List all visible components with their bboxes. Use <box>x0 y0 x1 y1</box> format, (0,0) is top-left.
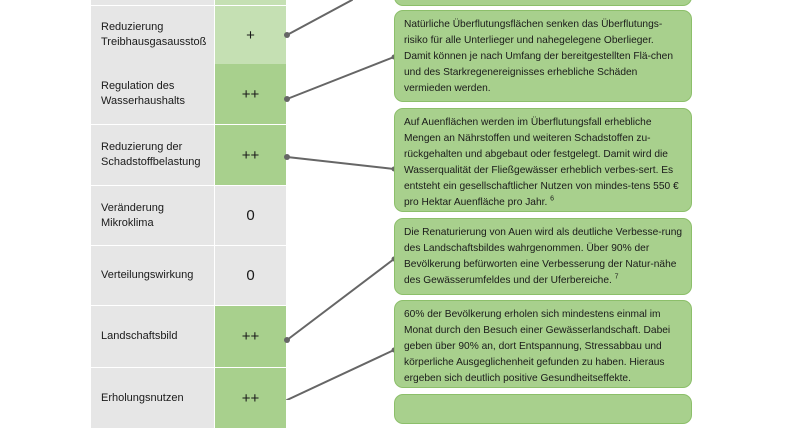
row-rating: 0 <box>215 186 286 245</box>
footnote-marker: 7 <box>614 273 619 281</box>
annotation-text: 60% der Bevölkerung erholen sich mindestens einmal im Monat durch den Besuch einer Gewässerlandschaft. Dabei geben über 90% an, dort Entspannung, Stressabbau und körperliche Ausgeglichenheit gefunden zu haben. Hieraus ergeben sich deutlich positive Gesundheitseffekte. <box>404 309 671 384</box>
row-rating: 0 <box>215 246 286 305</box>
annotation-text: Die Renaturierung von Auen wird als deutliche Verbesse-rung des Landschaftsbildes wahrgenommen. Über 90% der Bevölkerung befürworten eine Verbesserung der Natur-nähe des Gewässerumfeldes und der Uferbereiche. <box>404 227 683 286</box>
connector-line <box>287 259 394 340</box>
annotation-box-partial <box>394 394 692 424</box>
connector-line <box>287 350 394 400</box>
connector-dot <box>284 337 290 343</box>
connector-dot <box>284 154 290 160</box>
row-label: Reduzierung Treibhausgasausstoß <box>91 6 214 64</box>
row-label: Reduzierung der Schadstoffbelastung <box>91 125 214 185</box>
row-label: Erholungsnutzen <box>91 368 214 428</box>
row-label: Regulation des Wasserhaushalts <box>91 64 214 124</box>
annotation-box <box>394 300 692 388</box>
annotation-box <box>394 218 692 295</box>
connector-line <box>287 0 352 35</box>
annotation-box-partial <box>394 0 692 6</box>
row-rating: ++ <box>215 125 286 185</box>
row-label: Verteilungswirkung <box>91 246 214 305</box>
row-rating: ++ <box>215 64 286 124</box>
row-rating: ++ <box>215 368 286 428</box>
annotation-text: Auf Auenflächen werden im Überflutungsfall erhebliche Mengen an Nährstoffen und weiteren Schadstoffen zu-rückgehalten und abgebaut oder festgelegt. Damit wird die Wasserqualität der Fließgewässer erheblich verbes-sert. Es entsteht ein gesellschaftlicher Nutzen von mindes-tens 550 € pro Hektar Auenfläche pro Jahr. <box>404 117 679 208</box>
row-rating: + <box>215 6 286 64</box>
connector-line <box>287 57 394 99</box>
connector-line <box>287 157 394 169</box>
annotation-text: Natürliche Überflutungsflächen senken das Überflutungs-risiko für alle Unterlieger und nahegelegene Oberlieger. Damit können je nach Umfang der bereitgestellten Flä-chen und des Starkregenereignisses erhebliche Schäden vermieden werden. <box>404 19 673 94</box>
row-rating: ++ <box>215 306 286 367</box>
row-label: Veränderung Mikroklima <box>91 186 214 245</box>
connector-dot <box>284 96 290 102</box>
annotation-box <box>394 10 692 102</box>
footnote-marker: 6 <box>550 195 555 203</box>
row-label: Landschaftsbild <box>91 306 214 367</box>
annotation-box <box>394 108 692 212</box>
connector-dot <box>284 32 290 38</box>
